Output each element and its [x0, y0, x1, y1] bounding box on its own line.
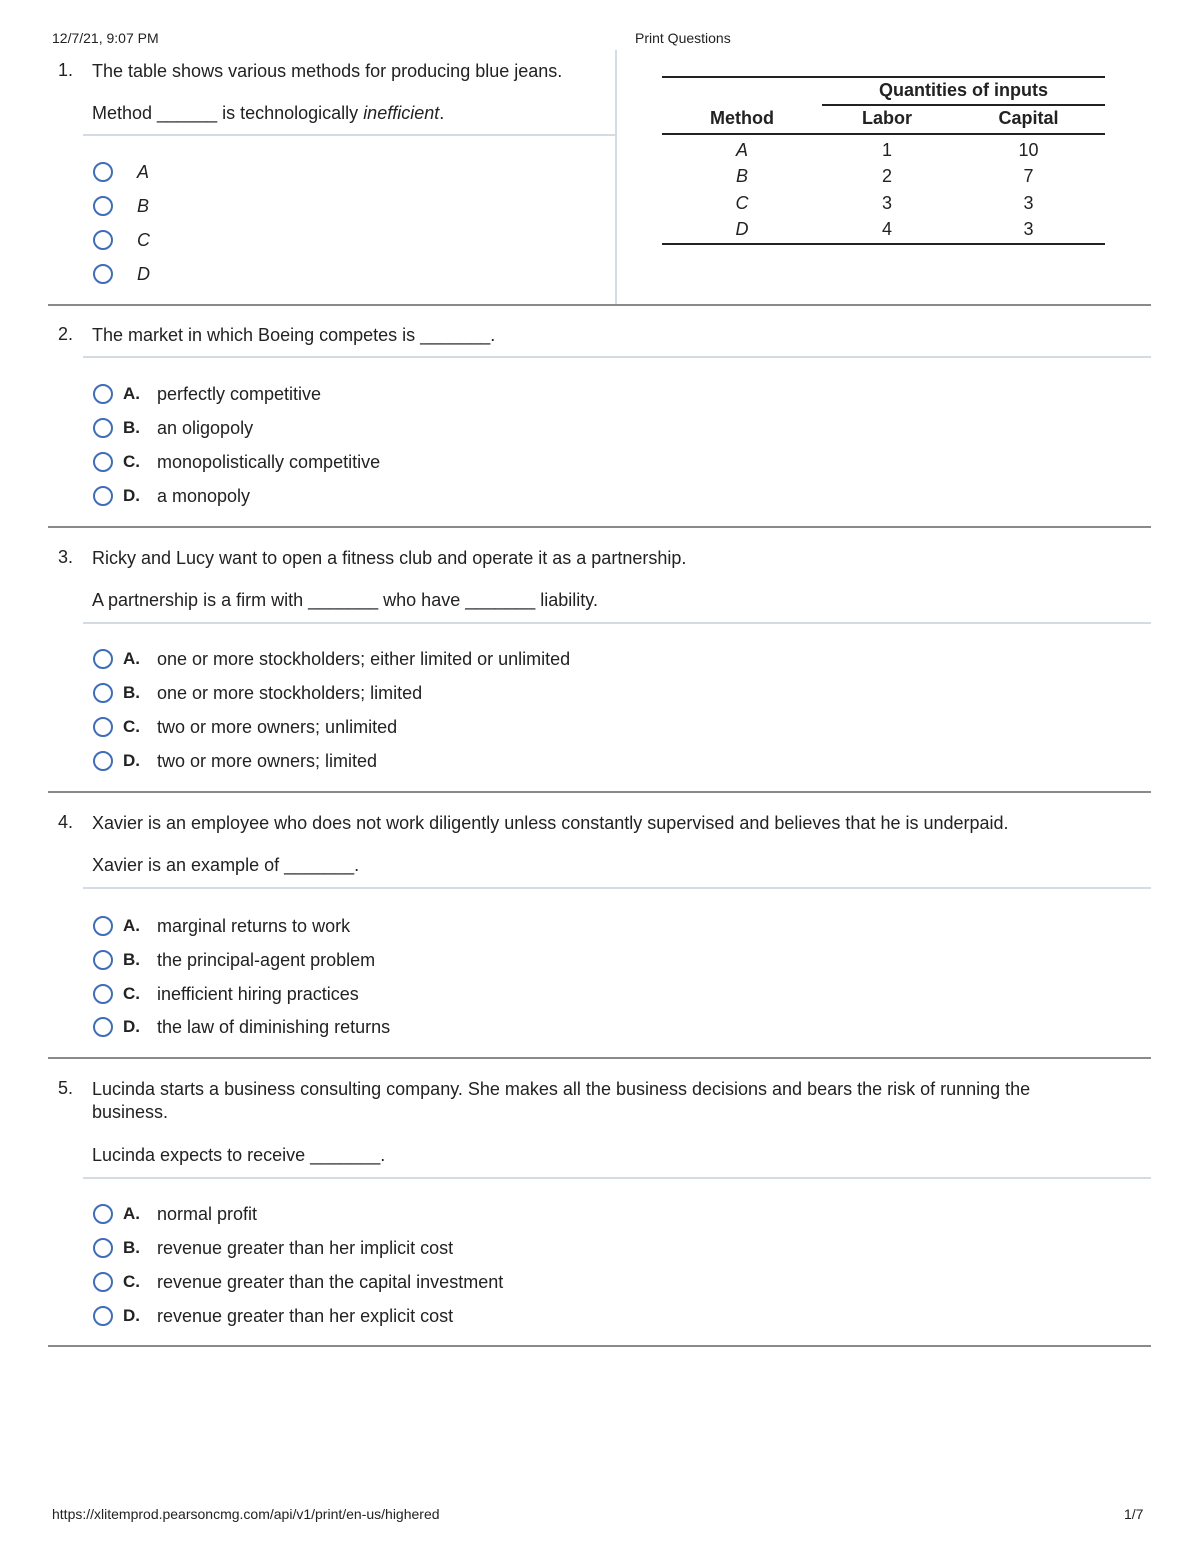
divider	[83, 1177, 1151, 1179]
table-cell: 3	[1023, 219, 1034, 239]
radio-button[interactable]	[93, 717, 113, 737]
option-b[interactable]: B	[93, 194, 113, 218]
table-rule	[662, 76, 1105, 78]
radio-button[interactable]	[93, 1272, 113, 1292]
column-divider	[615, 50, 617, 304]
table-rule	[662, 133, 1105, 135]
option-b[interactable]: B. revenue greater than her implicit cost	[93, 1236, 113, 1260]
divider	[83, 356, 1151, 358]
option-a[interactable]: A. perfectly competitive	[93, 382, 113, 406]
question-separator	[48, 1057, 1151, 1059]
table-group-header: Quantities of inputs	[879, 80, 1048, 100]
table-cell: 10	[1018, 140, 1039, 160]
page-title: Print Questions	[635, 30, 731, 46]
option-a[interactable]: A. normal profit	[93, 1202, 113, 1226]
option-b[interactable]: B. an oligopoly	[93, 416, 113, 440]
page-url: https://xlitemprod.pearsoncmg.com/api/v1/print/en-us/highered	[52, 1506, 440, 1522]
radio-button[interactable]	[93, 1306, 113, 1326]
table-header-labor: Labor	[861, 108, 912, 128]
radio-button[interactable]	[93, 196, 113, 216]
option-b[interactable]: B. one or more stockholders; limited	[93, 681, 113, 705]
table-cell: C	[735, 193, 749, 213]
option-c[interactable]: C. revenue greater than the capital investment	[93, 1270, 113, 1294]
print-datetime: 12/7/21, 9:07 PM	[52, 30, 159, 46]
table-cell: D	[735, 219, 749, 239]
divider	[83, 887, 1151, 889]
question-text: The market in which Boeing competes is _______.	[92, 325, 496, 345]
radio-button[interactable]	[93, 1017, 113, 1037]
table-rule	[662, 243, 1105, 245]
radio-button[interactable]	[93, 683, 113, 703]
radio-button[interactable]	[93, 264, 113, 284]
question-text: The table shows various methods for producing blue jeans.	[92, 61, 563, 81]
option-d[interactable]: D	[93, 262, 113, 286]
table-cell: 3	[1023, 193, 1034, 213]
question-prompt: Xavier is an example of _______.	[92, 855, 360, 875]
option-c[interactable]: C. inefficient hiring practices	[93, 982, 113, 1006]
table-cell: B	[735, 166, 748, 186]
radio-button[interactable]	[93, 916, 113, 936]
question-separator	[48, 791, 1151, 793]
question-separator	[48, 304, 1151, 306]
radio-button[interactable]	[93, 1204, 113, 1224]
option-d[interactable]: D. the law of diminishing returns	[93, 1015, 113, 1039]
radio-button[interactable]	[93, 162, 113, 182]
table-rule	[822, 104, 1105, 106]
table-cell: 7	[1023, 166, 1034, 186]
option-a[interactable]: A. marginal returns to work	[93, 914, 113, 938]
radio-button[interactable]	[93, 751, 113, 771]
table-cell: 4	[881, 219, 892, 239]
option-a[interactable]: A	[93, 160, 113, 184]
question-prompt: A partnership is a firm with _______ who have _______ liability.	[92, 590, 598, 610]
question-prompt: Method ______ is technologically inefficient.	[92, 103, 445, 123]
divider	[83, 134, 615, 136]
option-d[interactable]: D. revenue greater than her explicit cost	[93, 1304, 113, 1328]
option-d[interactable]: D. a monopoly	[93, 484, 113, 508]
question-text: Lucinda starts a business consulting company. She makes all the business decisions and bears the risk of running the business.	[92, 1079, 1031, 1122]
question-number: 5.	[58, 1078, 74, 1098]
radio-button[interactable]	[93, 230, 113, 250]
option-c[interactable]: C. two or more owners; unlimited	[93, 715, 113, 739]
question-text: Xavier is an employee who does not work diligently unless constantly supervised and believes that he is underpaid.	[92, 813, 1009, 833]
question-separator	[48, 1345, 1151, 1347]
option-d[interactable]: D. two or more owners; limited	[93, 749, 113, 773]
radio-button[interactable]	[93, 984, 113, 1004]
radio-button[interactable]	[93, 418, 113, 438]
question-number: 2.	[58, 324, 74, 344]
radio-button[interactable]	[93, 1238, 113, 1258]
table-cell: 3	[881, 193, 892, 213]
question-number: 4.	[58, 812, 74, 832]
table-cell: 1	[881, 140, 892, 160]
question-text: Ricky and Lucy want to open a fitness club and operate it as a partnership.	[92, 548, 687, 568]
page-number: 1/7	[1124, 1506, 1144, 1522]
table-cell: 2	[881, 166, 892, 186]
radio-button[interactable]	[93, 452, 113, 472]
option-c[interactable]: C. monopolistically competitive	[93, 450, 113, 474]
inputs-table	[662, 74, 1105, 246]
question-number: 3.	[58, 547, 74, 567]
question-separator	[48, 526, 1151, 528]
question-prompt: Lucinda expects to receive _______.	[92, 1145, 386, 1165]
option-b[interactable]: B. the principal-agent problem	[93, 948, 113, 972]
radio-button[interactable]	[93, 486, 113, 506]
divider	[83, 622, 1151, 624]
question-number: 1.	[58, 60, 74, 80]
table-header-capital: Capital	[998, 108, 1059, 128]
radio-button[interactable]	[93, 384, 113, 404]
table-header-method: Method	[710, 108, 774, 128]
option-c[interactable]: C	[93, 228, 113, 252]
table-cell: A	[735, 140, 748, 160]
option-a[interactable]: A. one or more stockholders; either limited or unlimited	[93, 647, 113, 671]
radio-button[interactable]	[93, 950, 113, 970]
radio-button[interactable]	[93, 649, 113, 669]
